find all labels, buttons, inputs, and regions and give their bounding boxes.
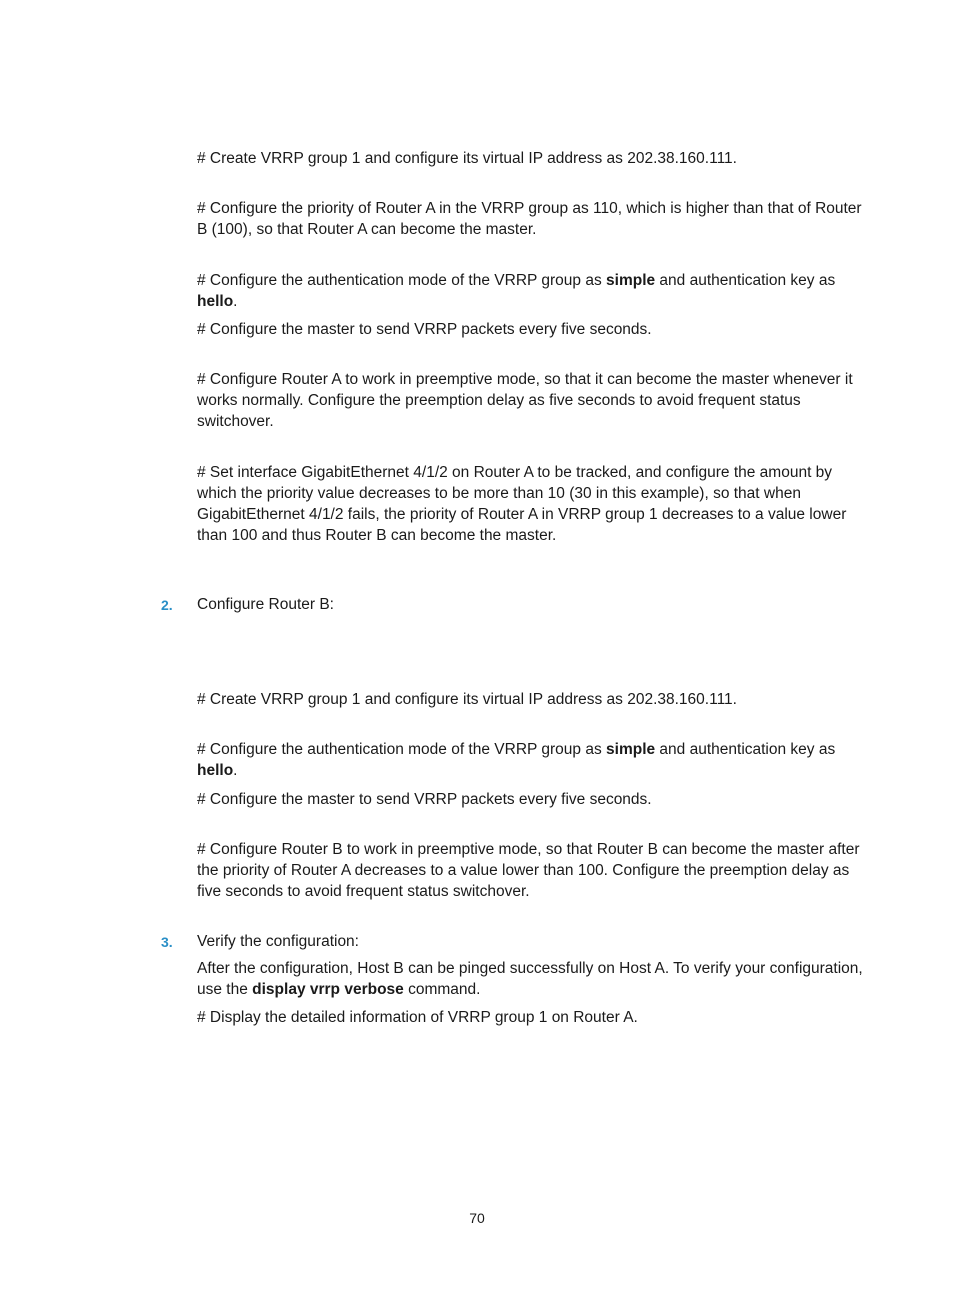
router-b-interval-text: # Configure the master to send VRRP packets every five seconds. bbox=[197, 791, 652, 808]
router-a-create-group-text: # Create VRRP group 1 and configure its virtual IP address as 202.38.160.111. bbox=[197, 150, 737, 167]
router-a-priority-text: # Configure the priority of Router A in the VRRP group as 110, which is higher than that of Router B (100), so that Router A can become the master. bbox=[197, 200, 862, 238]
auth-key-keyword: hello bbox=[197, 293, 234, 310]
router-b-auth-text bbox=[197, 739, 867, 781]
router-a-interval-text: # Configure the master to send VRRP packets every five seconds. bbox=[197, 321, 652, 338]
text-segment: After the configuration, Host B can be pinged successfully on Host A. To verify your configuration, use the bbox=[197, 960, 863, 998]
router-a-auth-text bbox=[197, 270, 867, 312]
text-segment: command. bbox=[403, 981, 481, 998]
router-b-preempt-text: # Configure Router B to work in preemptive mode, so that Router B can become the master after the priority of Router A decreases to a value lower than 100. Configure the preemption delay as five seconds to avoid frequent status switchover. bbox=[197, 841, 860, 900]
command-keyword: display vrrp verbose bbox=[252, 981, 404, 998]
text-segment: . bbox=[233, 293, 238, 310]
text-segment: # Configure the authentication mode of the VRRP group as bbox=[197, 741, 607, 758]
auth-mode-keyword: simple bbox=[606, 272, 656, 289]
auth-key-keyword: hello bbox=[197, 762, 234, 779]
step-3-label: Verify the configuration: bbox=[197, 933, 359, 950]
verify-description-text bbox=[197, 958, 867, 1000]
step-3-number: 3. bbox=[161, 934, 173, 950]
router-a-track-text: # Set interface GigabitEthernet 4/1/2 on Router A to be tracked, and configure the amount by which the priority value decreases to be more than 10 (30 in this example), so that when GigabitEthernet 4/1/2 fails, the priority of Router A in VRRP group 1 decreases to a value lower than 100 and thus Router B can become the master. bbox=[197, 464, 847, 544]
step-2-number: 2. bbox=[161, 597, 173, 613]
step-2-label: Configure Router B: bbox=[197, 596, 334, 613]
display-info-text: # Display the detailed information of VRRP group 1 on Router A. bbox=[197, 1009, 638, 1026]
auth-mode-keyword: simple bbox=[606, 741, 656, 758]
text-segment: and authentication key as bbox=[655, 272, 836, 289]
router-a-preempt-text: # Configure Router A to work in preemptive mode, so that it can become the master whenever it works normally. Configure the preemption delay as five seconds to avoid frequent status switchover. bbox=[197, 371, 853, 430]
router-b-create-group-text: # Create VRRP group 1 and configure its virtual IP address as 202.38.160.111. bbox=[197, 691, 737, 708]
page-number: 70 bbox=[469, 1210, 485, 1226]
text-segment: # Configure the authentication mode of the VRRP group as bbox=[197, 272, 607, 289]
text-segment: and authentication key as bbox=[655, 741, 836, 758]
text-segment: . bbox=[233, 762, 238, 779]
